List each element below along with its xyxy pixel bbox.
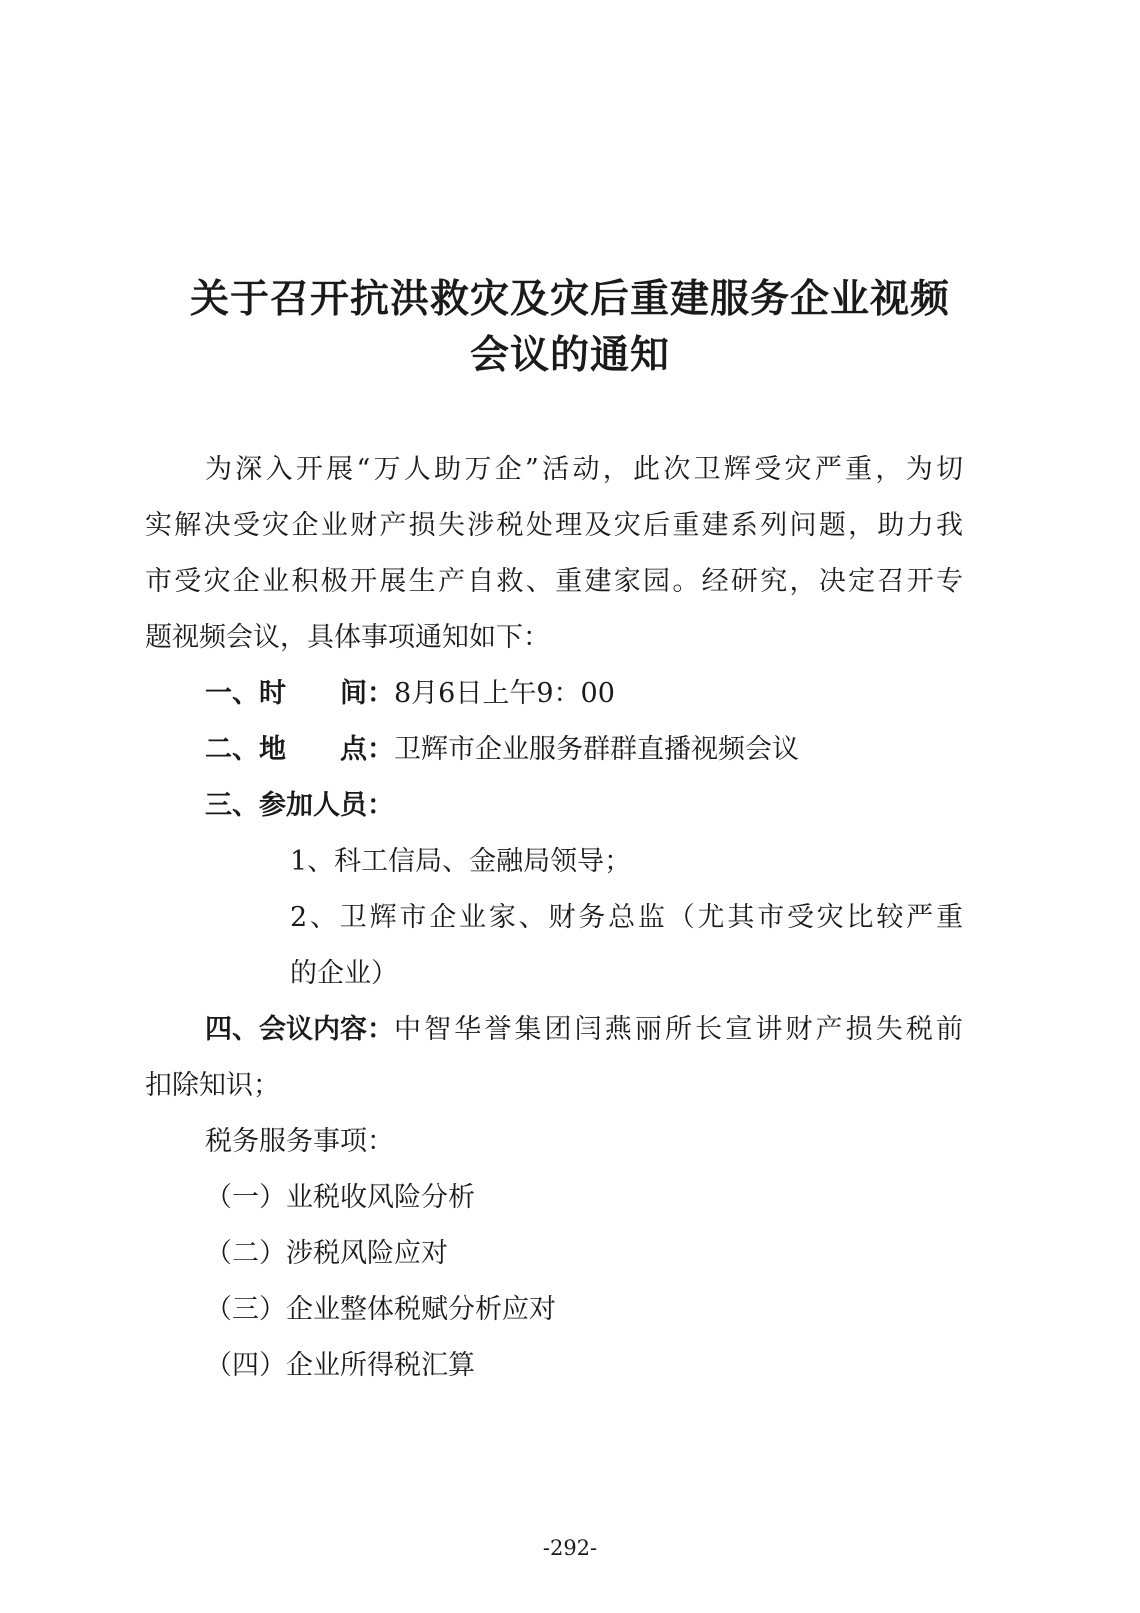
participants-item-1: 1、科工信局、金融局领导； — [290, 846, 632, 877]
place-label: 二、地 点： — [205, 734, 394, 765]
content-row — [205, 1012, 963, 1048]
place-row — [205, 732, 799, 768]
participants-item-2-line2: 的企业） — [290, 958, 398, 989]
participants-label: 三、参加人员： — [205, 790, 394, 821]
document-title-line2: 会议的通知 — [469, 333, 670, 378]
time-label: 一、时 间： — [205, 678, 394, 709]
intro-line-1: 为深入开展“万人助万企”活动，此次卫辉受灾严重，为切 — [205, 454, 963, 485]
time-value: 8月6日上午9：00 — [394, 678, 615, 709]
intro-line-3: 市受灾企业积极开展生产自救、重建家园。经研究，决定召开专 — [145, 566, 963, 597]
intro-line-2: 实解决受灾企业财产损失涉税处理及灾后重建系列问题，助力我 — [145, 510, 963, 541]
tax-item-2: （二）涉税风险应对 — [205, 1238, 448, 1269]
page-number: -292- — [542, 1536, 598, 1560]
tax-heading: 税务服务事项： — [205, 1126, 394, 1157]
content-line2: 扣除知识； — [145, 1070, 280, 1101]
document-title-line1: 关于召开抗洪救灾及灾后重建服务企业视频 — [189, 277, 950, 322]
content-label: 四、会议内容： — [205, 1014, 394, 1045]
time-row — [205, 676, 615, 712]
tax-item-1: （一）业税收风险分析 — [205, 1182, 475, 1213]
content-line1: 中智华誉集团闫燕丽所长宣讲财产损失税前 — [394, 1014, 963, 1045]
tax-item-4: （四）企业所得税汇算 — [205, 1350, 475, 1381]
participants-item-2-line1: 2、卫辉市企业家、财务总监（尤其市受灾比较严重 — [290, 902, 963, 933]
place-value: 卫辉市企业服务群群直播视频会议 — [394, 734, 799, 765]
intro-line-4: 题视频会议，具体事项通知如下： — [145, 622, 550, 653]
tax-item-3: （三）企业整体税赋分析应对 — [205, 1294, 556, 1325]
